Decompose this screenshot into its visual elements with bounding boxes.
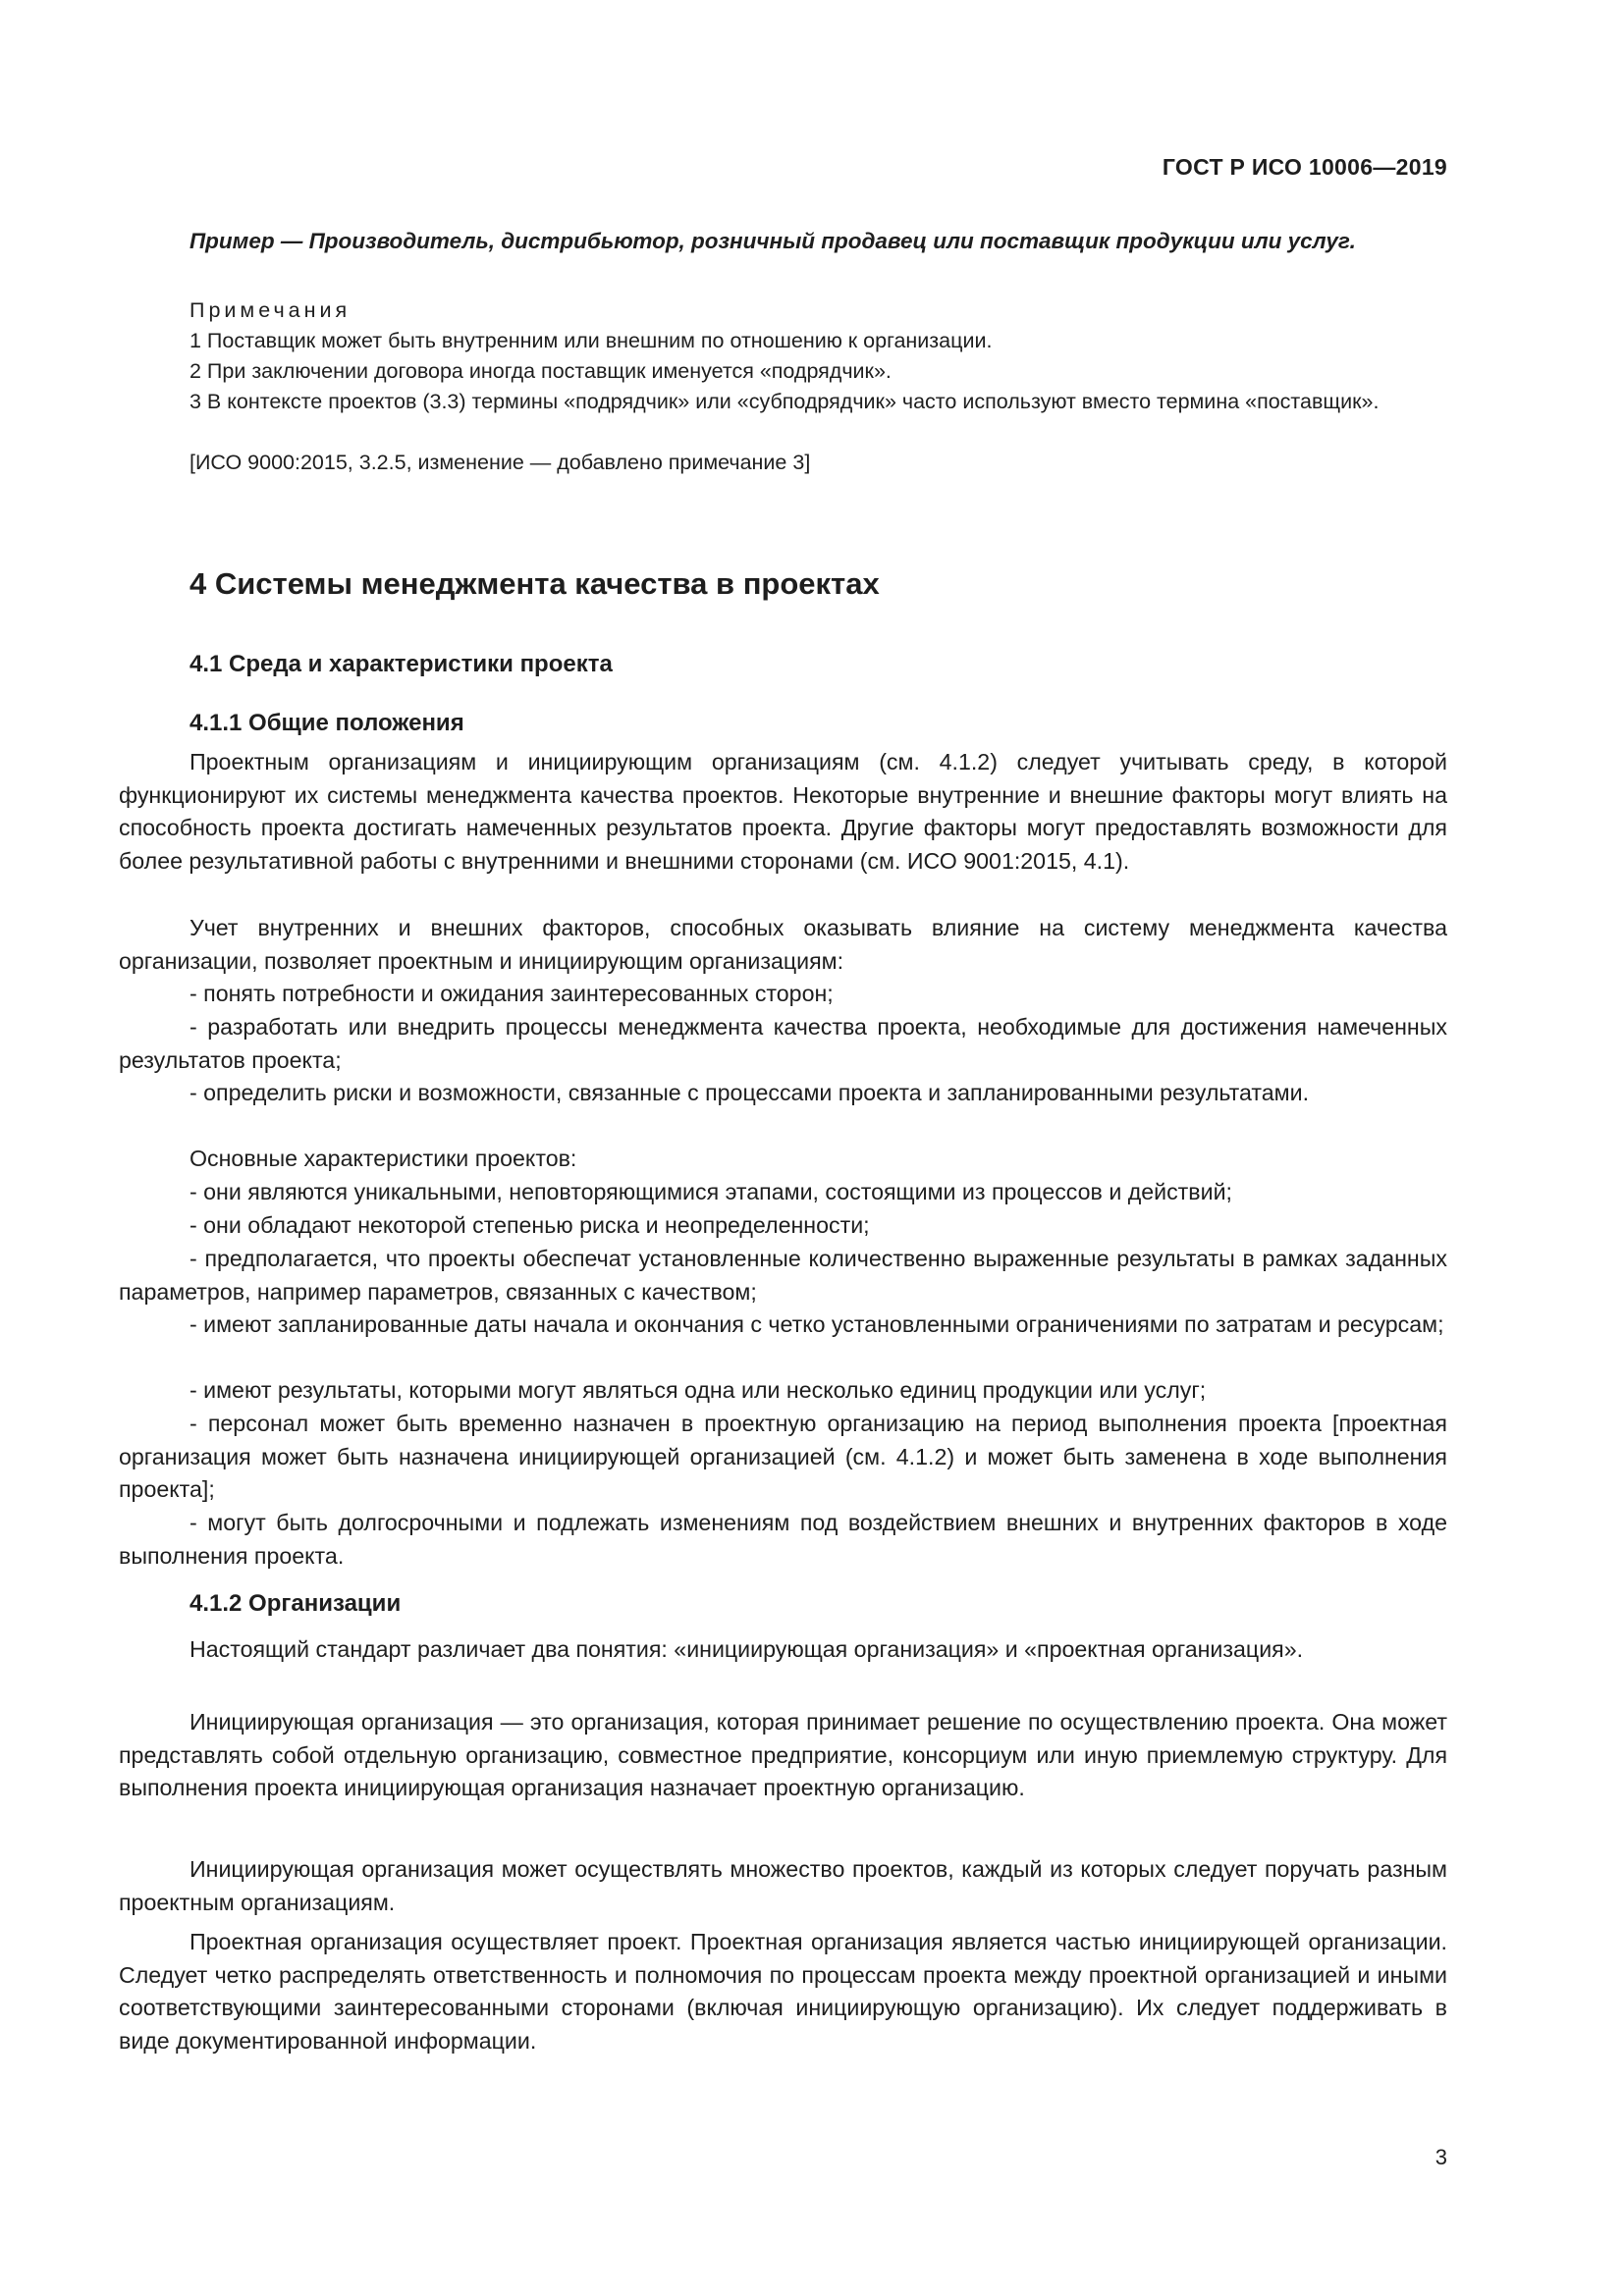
clause-heading: 4.1.1 Общие положения <box>189 710 464 736</box>
clause-heading: 4.1.2 Организации <box>189 1590 402 1617</box>
list-item: - имеют запланированные даты начала и окончания с четко установленными ограничениями по затратам и ресурсам; <box>189 1311 1444 1337</box>
document-header: ГОСТ Р ИСО 10006—2019 <box>1162 154 1447 180</box>
page-number: 3 <box>1435 2145 1447 2169</box>
example-text: Пример — Производитель, дистрибьютор, розничный продавец или поставщик продукции или услуг. <box>189 229 1356 253</box>
paragraph: Основные характеристики проектов: <box>189 1146 577 1171</box>
paragraph: Проектным организациям и инициирующим организациям (см. 4.1.2) следует учитывать среду, в которой функционируют их системы менеджмента качества проектов. Некоторые внутренние и внешние факторы могут влиять на способность проекта достигать намеченных результатов проекта. Другие факторы могут предоставлять возможности для более результативной работы с внутренними и внешними сторонами (см. ИСО 9001:2015, 4.1). <box>119 749 1447 874</box>
list-item: - понять потребности и ожидания заинтересованных сторон; <box>189 981 834 1006</box>
list-item: - они обладают некоторой степенью риска и неопределенности; <box>189 1212 870 1238</box>
list-item: - предполагается, что проекты обеспечат установленные количественно выраженные результаты в рамках заданных параметров, например параметров, связанных с качеством; <box>119 1246 1447 1305</box>
paragraph: Настоящий стандарт различает два понятия: «инициирующая организация» и «проектная организация». <box>189 1636 1304 1662</box>
note-source: [ИСО 9000:2015, 3.2.5, изменение — добавлено примечание 3] <box>189 451 811 474</box>
note-item: 2 При заключении договора иногда поставщик именуется «подрядчик». <box>189 359 892 383</box>
paragraph: Инициирующая организация может осуществлять множество проектов, каждый из которых следует поручать разным проектным организациям. <box>119 1856 1447 1915</box>
paragraph: Инициирующая организация — это организация, которая принимает решение по осуществлению проекта. Она может представлять собой отдельную организацию, совместное предприятие, консорциум или иную приемлемую структуру. Для выполнения проекта инициирующая организация назначает проектную организацию. <box>119 1709 1447 1800</box>
note-item: 3 В контексте проектов (3.3) термины «подрядчик» или «субподрядчик» часто используют вместо термина «поставщик». <box>189 390 1380 413</box>
list-item: - персонал может быть временно назначен в проектную организацию на период выполнения проекта [проектная организация может быть назначена инициирующей организацией (см. 4.1.2) и может быть заменена в ходе выполнения проекта]; <box>119 1411 1447 1502</box>
section-heading: 4 Системы менеджмента качества в проектах <box>189 566 880 601</box>
paragraph: Проектная организация осуществляет проект. Проектная организация является частью инициирующей организации. Следует четко распределять ответственность и полномочия по процессам проекта между проектной организацией и иными соответствующими заинтересованными сторонами (включая инициирующую организацию). Их следует поддерживать в виде документированной информации. <box>119 1929 1447 2054</box>
list-item: - могут быть долгосрочными и подлежать изменениям под воздействием внешних и внутренних факторов в ходе выполнения проекта. <box>119 1510 1447 1569</box>
note-item: 1 Поставщик может быть внутренним или внешним по отношению к организации. <box>189 329 993 352</box>
subsection-heading: 4.1 Среда и характеристики проекта <box>189 651 613 677</box>
list-item: - они являются уникальными, неповторяющимися этапами, состоящими из процессов и действий; <box>189 1179 1232 1204</box>
list-item: - разработать или внедрить процессы менеджмента качества проекта, необходимые для достижения намеченных результатов проекта; <box>119 1014 1447 1073</box>
list-item: - имеют результаты, которыми могут являться одна или несколько единиц продукции или услуг; <box>189 1377 1207 1403</box>
paragraph: Учет внутренних и внешних факторов, способных оказывать влияние на систему менеджмента качества организации, позволяет проектным и инициирующим организациям: <box>119 915 1447 974</box>
list-item: - определить риски и возможности, связанные с процессами проекта и запланированными результатами. <box>189 1080 1310 1105</box>
notes-title: Примечания <box>189 298 352 322</box>
